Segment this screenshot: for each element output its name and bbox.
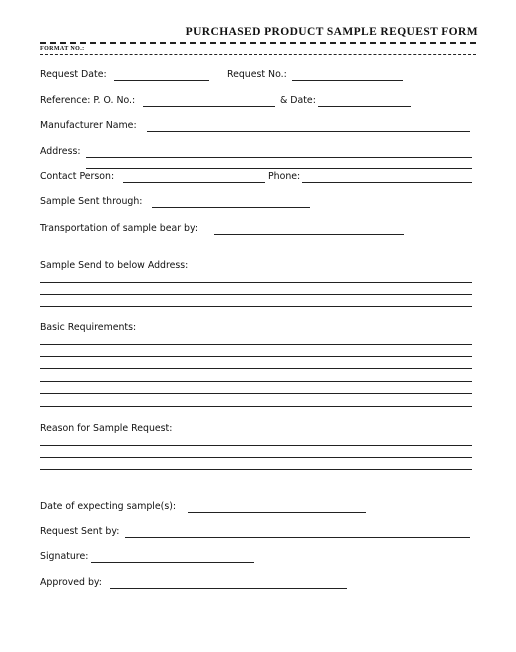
header-divider (40, 42, 476, 44)
contact-person-field[interactable] (123, 182, 265, 183)
manufacturer-name-label: Manufacturer Name: (40, 120, 137, 131)
format-no-label: FORMAT NO.: (40, 46, 85, 52)
sample-address-line-1[interactable] (40, 282, 472, 283)
transportation-field[interactable] (214, 234, 404, 235)
request-date-label: Request Date: (40, 69, 107, 80)
requirements-line-6[interactable] (40, 406, 472, 407)
contact-person-label: Contact Person: (40, 171, 115, 182)
request-no-field[interactable] (292, 80, 403, 81)
requirements-line-3[interactable] (40, 368, 472, 369)
transportation-label: Transportation of sample bear by: (40, 223, 199, 234)
reference-po-label: Reference: P. O. No.: (40, 95, 136, 106)
basic-requirements-label: Basic Requirements: (40, 322, 137, 333)
reason-line-3[interactable] (40, 469, 472, 470)
header-divider-bottom (40, 54, 476, 55)
reason-line-2[interactable] (40, 457, 472, 458)
requirements-line-1[interactable] (40, 344, 472, 345)
phone-label: Phone: (268, 171, 301, 182)
request-sent-by-field[interactable] (125, 537, 470, 538)
signature-field[interactable] (91, 562, 254, 563)
requirements-line-5[interactable] (40, 393, 472, 394)
sample-sent-through-label: Sample Sent through: (40, 196, 143, 207)
po-date-label: & Date: (280, 95, 316, 106)
address-field-2[interactable] (86, 168, 472, 169)
reason-line-1[interactable] (40, 445, 472, 446)
po-number-field[interactable] (143, 106, 275, 107)
sample-sent-through-field[interactable] (152, 207, 310, 208)
po-date-field[interactable] (318, 106, 411, 107)
reason-label: Reason for Sample Request: (40, 423, 173, 434)
sample-address-line-3[interactable] (40, 306, 472, 307)
approved-by-label: Approved by: (40, 577, 102, 588)
sample-send-address-label: Sample Send to below Address: (40, 260, 189, 271)
requirements-line-2[interactable] (40, 356, 472, 357)
phone-field[interactable] (302, 182, 472, 183)
request-date-field[interactable] (114, 80, 209, 81)
request-no-label: Request No.: (227, 69, 287, 80)
request-sent-by-label: Request Sent by: (40, 526, 120, 537)
form-title: PURCHASED PRODUCT SAMPLE REQUEST FORM (185, 26, 478, 38)
address-field-1[interactable] (86, 157, 472, 158)
date-expecting-field[interactable] (188, 512, 366, 513)
sample-address-line-2[interactable] (40, 294, 472, 295)
approved-by-field[interactable] (110, 588, 347, 589)
date-expecting-label: Date of expecting sample(s): (40, 501, 177, 512)
manufacturer-name-field[interactable] (147, 131, 470, 132)
requirements-line-4[interactable] (40, 381, 472, 382)
address-label: Address: (40, 146, 81, 157)
signature-label: Signature: (40, 551, 89, 562)
